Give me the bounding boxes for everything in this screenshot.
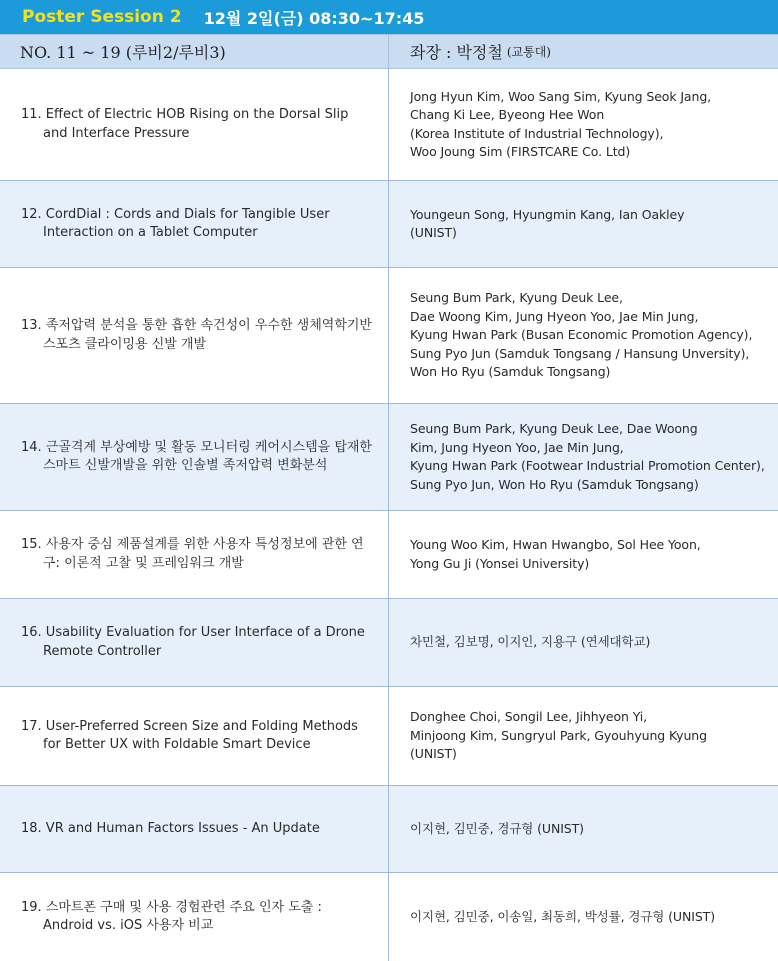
paper-title: 13. 족저압력 분석을 통한 흡한 속건성이 우수한 생체역학기반 스포츠 클라이밍용 신발 개발: [21, 318, 372, 352]
paper-title-cell: [0, 69, 389, 180]
table-row: [0, 511, 778, 599]
paper-title: 14. 근골격계 부상예방 및 활동 모니터링 케어시스템을 탑재한 스마트 신발개발을 위한 인솔별 족저압력 변화분석: [21, 439, 372, 473]
paper-authors-cell: [390, 873, 778, 961]
paper-title: 18. VR and Human Factors Issues - An Update: [21, 820, 320, 836]
paper-authors-cell: [390, 404, 778, 510]
paper-title-cell: [0, 786, 389, 872]
paper-title: 17. User-Preferred Screen Size and Folding Methods for Better UX with Foldable Smart Device: [21, 718, 358, 752]
paper-authors-cell: [390, 599, 778, 686]
session-title: Poster Session 2: [22, 7, 182, 27]
paper-authors-cell: [390, 786, 778, 872]
paper-title: 11. Effect of Electric HOB Rising on the Dorsal Slip and Interface Pressure: [21, 107, 349, 141]
paper-authors-cell: [390, 69, 778, 180]
paper-title: 19. 스마트폰 구매 및 사용 경험관련 주요 인자 도출 : Android vs. iOS 사용자 비교: [21, 899, 322, 933]
session-banner: [0, 0, 778, 34]
paper-title: 15. 사용자 중심 제품설계를 위한 사용자 특성정보에 관한 연구: 이론적 고찰 및 프레임워크 개발: [21, 537, 364, 571]
paper-authors: Youngeun Song, Hyungmin Kang, Ian Oakley (UNIST): [410, 206, 685, 240]
paper-title-cell: [0, 404, 389, 510]
paper-title: 16. Usability Evaluation for User Interface of a Drone Remote Controller: [21, 625, 365, 659]
chair-label: 좌장 : 박정철: [410, 43, 503, 62]
header-chair: [390, 35, 778, 68]
table-row: [0, 404, 778, 511]
paper-title-cell: [0, 268, 389, 403]
paper-authors-cell: [390, 511, 778, 598]
paper-title-cell: [0, 511, 389, 598]
table-row: [0, 69, 778, 181]
paper-title-cell: [0, 687, 389, 785]
table-row: [0, 268, 778, 404]
paper-authors-cell: [390, 268, 778, 403]
paper-authors: 이지현, 김민중, 경규형 (UNIST): [410, 820, 584, 836]
paper-authors: 차민철, 김보명, 이지인, 지용구 (연세대학교): [410, 634, 651, 650]
table-row: [0, 599, 778, 687]
table-row: [0, 687, 778, 786]
paper-authors-cell: [390, 687, 778, 785]
table-row: [0, 181, 778, 268]
table-row: [0, 873, 778, 961]
header-numbers: NO. 11 ~ 19 (루비2/루비3): [0, 35, 389, 68]
paper-authors: Young Woo Kim, Hwan Hwangbo, Sol Hee Yoon, Yong Gu Ji (Yonsei University): [410, 537, 701, 571]
paper-title-cell: [0, 599, 389, 686]
paper-authors: Seung Bum Park, Kyung Deuk Lee, Dae Woong Kim, Jung Hyeon Yoo, Jae Min Jung, Kyung Hwan Park (Footwear Industrial Promotion Center), Sung Pyo Jun, Won Ho Ryu (Samduk Tongsang): [410, 421, 765, 492]
paper-title-cell: [0, 181, 389, 267]
paper-authors: Jong Hyun Kim, Woo Sang Sim, Kyung Seok Jang, Chang Ki Lee, Byeong Hee Won (Korea Institute of Industrial Technology), Woo Joung Sim (FIRSTCARE Co. Ltd): [410, 88, 712, 159]
table-header: [0, 34, 778, 69]
paper-authors: 이지현, 김민중, 이송일, 최동희, 박성률, 경규형 (UNIST): [410, 908, 715, 924]
table-row: [0, 786, 778, 873]
session-date-time: 12월 2일(금) 08:30~17:45: [203, 8, 425, 28]
paper-authors-cell: [390, 181, 778, 267]
paper-authors: Donghee Choi, Songil Lee, Jihhyeon Yi, Minjoong Kim, Sungryul Park, Gyouhyung Kyung (UNIST): [410, 709, 707, 762]
paper-title-cell: [0, 873, 389, 961]
chair-affiliation: (교통대): [506, 45, 551, 59]
paper-title: 12. CordDial : Cords and Dials for Tangible User Interaction on a Tablet Computer: [21, 206, 330, 240]
paper-authors: Seung Bum Park, Kyung Deuk Lee, Dae Woong Kim, Jung Hyeon Yoo, Jae Min Jung, Kyung Hwan Park (Busan Economic Promotion Agency), Sung Pyo Jun (Samduk Tongsang / Hansung Unversity), Won Ho Ryu (Samduk Tongsang): [410, 290, 753, 380]
